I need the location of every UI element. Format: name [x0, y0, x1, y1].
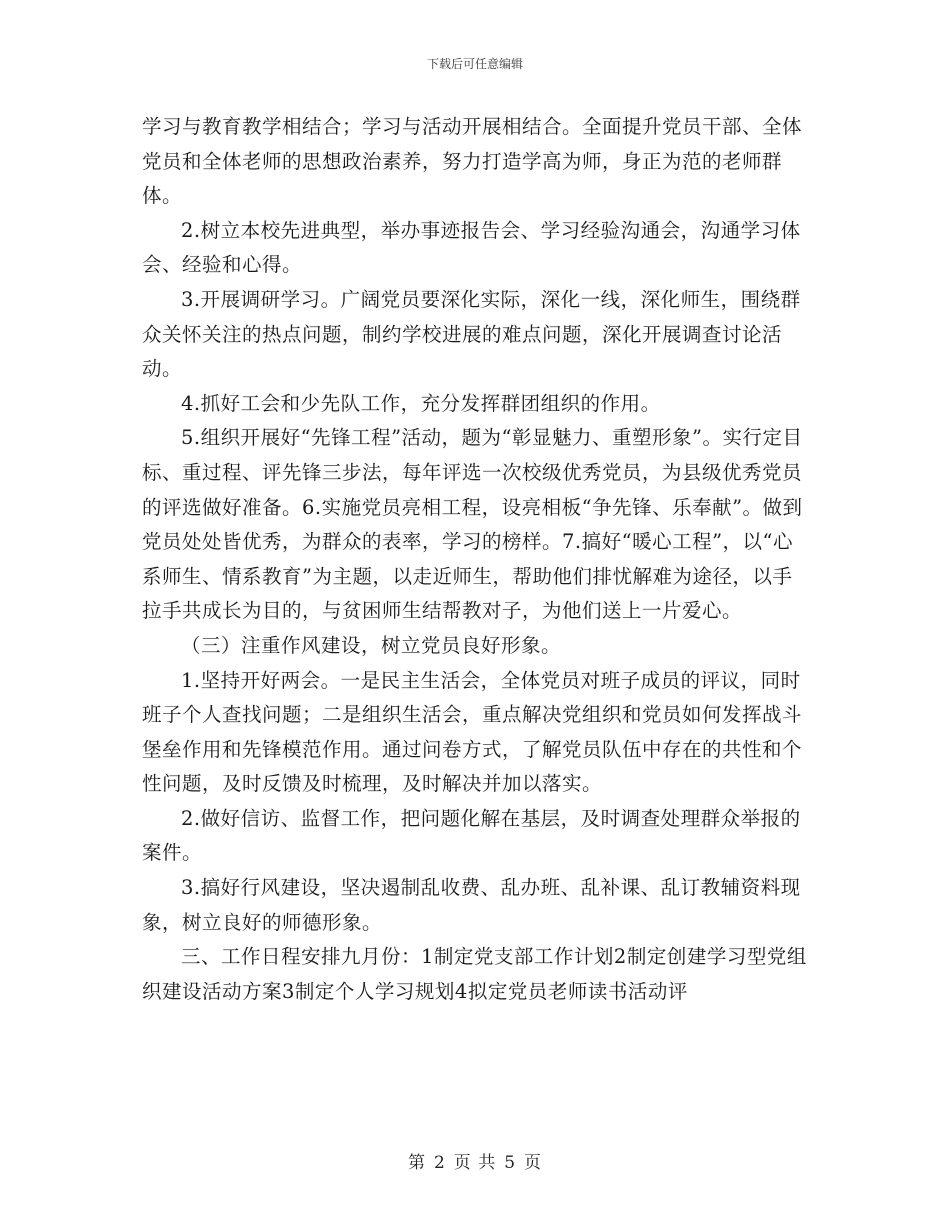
paragraph-10: 三、工作日程安排九月份：1制定党支部工作计划2制定创建学习型党组织建设活动方案3制定个人学习规划4拟定党员老师读书活动评: [142, 945, 807, 1003]
current-page-number: 2: [433, 1153, 446, 1173]
footer-mid: 页 共: [453, 1153, 497, 1173]
paragraph-8: 2.做好信访、监督工作，把问题化解在基层，及时调查处理群众举报的案件。: [142, 806, 801, 865]
footer-suffix: 页: [524, 1153, 543, 1173]
paragraph-9: 3.搞好行风建设，坚决遏制乱收费、乱办班、乱补课、乱订教辅资料现象，树立良好的师德形象。: [142, 876, 801, 934]
page-header: 下载后可任意编辑: [426, 57, 523, 71]
paragraph-5: 5.组织开展好“先锋工程”活动，题为“彰显魅力、重塑形象”。实行定目标、重过程、评先锋三步法，每年评选一次校级优秀党员，为县级优秀党员的评选做好准备。6.实施党员亮相工程，设亮相板“争先锋、乐奉献”。做到党员处处皆优秀，为群众的表率，学习的榜样。7.搞好“暖心工程”，以“心系师生、情系教育”为主题，以走近师生，帮助他们排忧解难为途径，以手拉手共成长为目的，与贫困师生结帮教对子，为他们送上一片爱心。: [142, 426, 803, 623]
footer-prefix: 第: [407, 1153, 426, 1173]
paragraph-1: 学习与教育教学相结合；学习与活动开展相结合。全面提升党员干部、全体党员和全体老师的思想政治素养，努力打造学高为师，身正为范的老师群体。: [142, 115, 803, 208]
paragraph-7: 1.坚持开好两会。一是民主生活会，全体党员对班子成员的评议，同时班子个人查找问题；二是组织生活会，重点解决党组织和党员如何发挥战斗堡垒作用和先锋模范作用。通过问卷方式，了解党员队伍中存在的共性和个性问题，及时反馈及时梳理，及时解决并加以落实。: [142, 668, 803, 796]
section-heading-3: （三）注重作风建设，树立党员良好形象。: [181, 633, 562, 657]
paragraph-3: 3.开展调研学习。广阔党员要深化实际，深化一线，深化师生，围绕群众关怀关注的热点问题，制约学校进展的难点问题，深化开展调查讨论活动。: [142, 287, 801, 381]
document-body: [142, 110, 810, 1009]
page-footer: [0, 1148, 950, 1173]
paragraph-2: 2.树立本校先进典型，举办事迹报告会、学习经验沟通会，沟通学习体会、经验和心得。: [142, 218, 801, 277]
paragraph-4: 4.抓好工会和少先队工作，充分发挥群团组织的作用。: [181, 391, 661, 415]
total-page-number: 5: [504, 1153, 517, 1173]
